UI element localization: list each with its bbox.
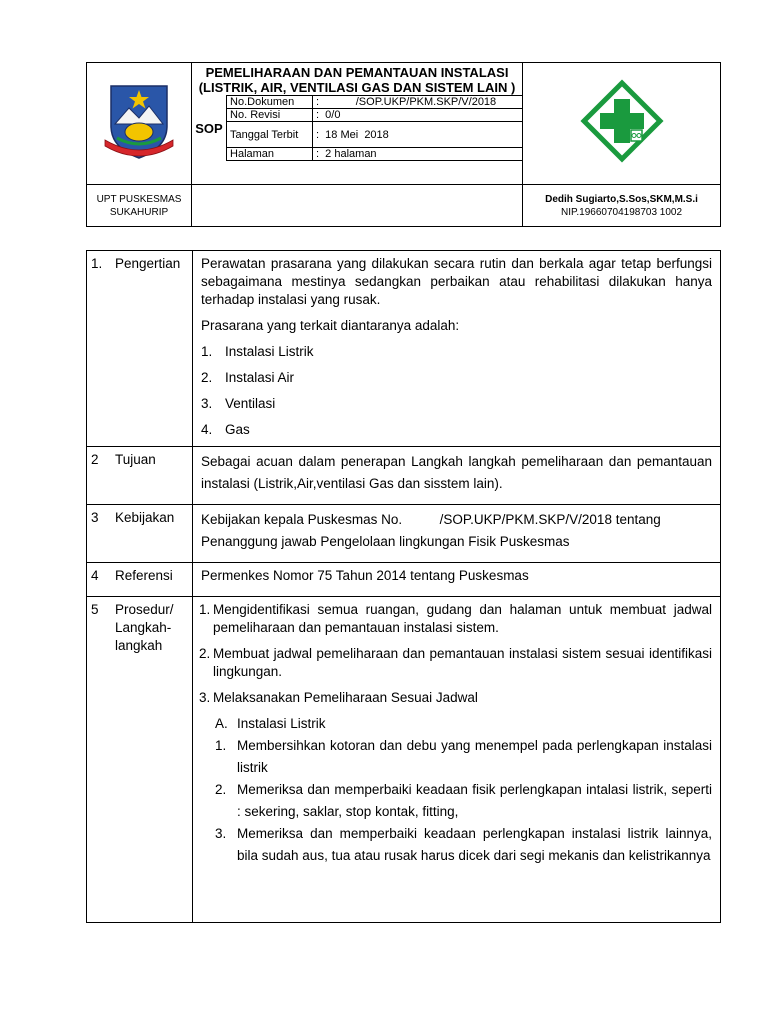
pengertian-intro: Prasarana yang terkait diantaranya adalah: [201,318,460,333]
item-text: Instalasi Air [225,370,295,385]
item-number: 1. [201,344,213,359]
kebijakan-line-1: Kebijakan kepala Puskesmas No. /SOP.UKP/PKM.SKP/V/2018 tentang [201,512,661,527]
sub-heading-text: Instalasi Listrik [237,716,326,731]
kebijakan-line-2: Penanggung jawab Pengelolaan lingkungan Fisik Puskesmas [201,534,570,549]
sub-item [215,735,712,779]
section-number: 3 [91,510,99,525]
signer-block [523,185,721,227]
meta-value-no-dokumen: : /SOP.UKP/PKM.SKP/V/2018 [313,96,523,109]
item-text: Instalasi Listrik [225,344,314,359]
section-label-referensi: Referensi [115,568,173,583]
row-tujuan [87,447,721,505]
regency-crest-icon [103,80,175,162]
step-number: 2. [199,646,211,661]
step-text: Membuat jadwal pemeliharaan dan pemantauan instalasi sistem sesuai identifikasi lingkungan. [213,646,712,679]
step-number: 1. [199,602,211,617]
title-block [192,63,523,185]
row-referensi [87,563,721,597]
section-label-prosedur-2: Langkah- [115,620,172,635]
meta-value-tanggal-terbit: : 18 Mei 2018 [313,122,523,148]
section-number: 2 [91,452,99,467]
step-number: 3. [199,690,211,705]
section-number: 5 [91,602,99,617]
sub-item-text: Membersihkan kotoran dan debu yang menempel pada perlengkapan instalasi listrik [237,738,712,775]
meta-value-halaman: : 2 halaman [313,148,523,161]
step-text: Melaksanakan Pemeliharaan Sesuai Jadwal [213,690,478,705]
list-item [201,343,712,361]
sub-item-number: 1. [215,738,227,753]
header-table [86,62,721,227]
signer-name: Dedih Sugiarto,S.Sos,SKM,M.S.i [545,193,698,205]
list-item [201,421,712,439]
procedure-step [199,601,712,637]
meta-label-no-dokumen: No.Dokumen [227,96,313,109]
list-item [201,369,712,387]
row-prosedur [87,597,721,923]
section-label-prosedur: Prosedur/ [115,602,174,617]
institution-text: UPT PUSKESMAS SUKAHURIP [96,193,182,218]
puskesmas-logo-cell [523,63,721,185]
sub-item-number: 2. [215,782,227,797]
item-number: 2. [201,370,213,385]
item-number: 3. [201,396,213,411]
procedure-step [199,689,712,707]
sub-heading [215,713,712,735]
section-number: 4 [91,568,99,583]
section-number: 1. [91,256,103,271]
row-kebijakan [87,505,721,563]
list-item [201,395,712,413]
document-meta [226,95,523,161]
item-text: Ventilasi [225,396,276,411]
row-pengertian [87,251,721,447]
sub-item-text: Memeriksa dan memperbaiki keadaan perlengkapan instalasi listrik lainnya, bila sudah aus, tua atau rusak harus dicek dari segi mekanis dan kelistrikannya [237,826,712,863]
meta-label-tanggal-terbit: Tanggal Terbit [227,122,313,148]
sop-content-table [86,250,721,923]
sop-title: PEMELIHARAAN DAN PEMANTAUAN INSTALASI (LISTRIK, AIR, VENTILASI GAS DAN SISTEM LAIN ) [198,65,516,95]
puskesmas-cross-icon [580,79,664,163]
section-label-pengertian: Pengertian [115,256,181,271]
step-text: Mengidentifikasi semua ruangan, gudang dan halaman untuk membuat jadwal pemeliharaan dan pemantauan instalasi sistem. [213,602,712,635]
meta-label-halaman: Halaman [227,148,313,161]
section-label-prosedur-3: langkah [115,638,163,653]
tujuan-text: Sebagai acuan dalam penerapan Langkah langkah pemeliharaan dan pemantauan instalasi (Listrik,Air,ventilasi Gas dan sisstem lain). [201,454,712,491]
sub-heading-letter: A. [215,716,228,731]
referensi-text: Permenkes Nomor 75 Tahun 2014 tentang Puskesmas [201,568,529,583]
item-text: Gas [225,422,250,437]
section-label-kebijakan: Kebijakan [115,510,175,525]
sub-item-text: Memeriksa dan memperbaiki keadaan fisik perlengkapan intalasi listrik, seperti : sekering, saklar, stop kontak, fitting, [237,782,712,819]
institution-name [87,185,192,227]
meta-label-no-revisi: No. Revisi [227,109,313,122]
meta-value-no-revisi: : 0/0 [313,109,523,122]
procedure-step [199,645,712,681]
section-label-tujuan: Tujuan [115,452,156,467]
sub-item-number: 3. [215,826,227,841]
empty-cell [192,185,523,227]
regency-logo-cell [87,63,192,185]
signer-nip: NIP.19660704198703 1002 [560,206,683,218]
sop-label: SOP [195,120,223,136]
sub-item [215,823,712,867]
item-number: 4. [201,422,213,437]
sub-item [215,779,712,823]
pengertian-definition: Perawatan prasarana yang dilakukan secara rutin dan berkala agar tetap berfungsi sebagaimana mestinya sedangkan perbaikan atau rehabilitasi dilakukan hanya terhadap instalasi yang rusak. [201,256,712,307]
